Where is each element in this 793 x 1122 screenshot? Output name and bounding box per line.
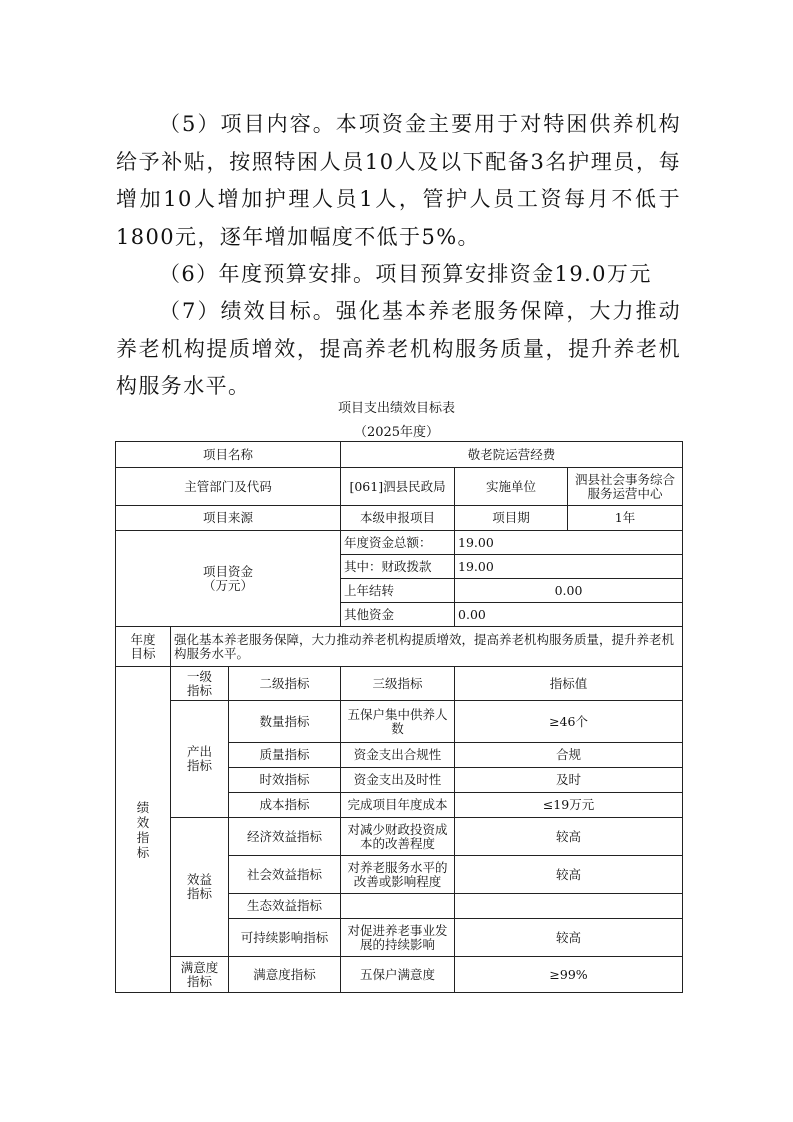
level2-cell: 社会效益指标	[229, 856, 341, 894]
table-row	[116, 468, 683, 506]
table-row	[116, 701, 683, 743]
source-label: 项目来源	[116, 506, 341, 531]
level1-benefit: 效益指标	[171, 818, 229, 957]
fund-label: 年度资金总额：	[341, 531, 455, 555]
table-row	[116, 531, 683, 555]
table-year: （2025年度）	[353, 425, 440, 440]
impl-value: 泗县社会事务综合服务运营中心	[568, 468, 683, 506]
header-level1: 一级指标	[171, 667, 229, 701]
table-row	[116, 506, 683, 531]
fund-value: 0.00	[455, 579, 683, 603]
fund-label: 上年结转	[341, 579, 455, 603]
header-level2: 二级指标	[229, 667, 341, 701]
indicators-label: 绩效指标	[116, 667, 171, 993]
level2-cell: 可持续影响指标	[229, 919, 341, 957]
level3-cell: 资金支出合规性	[341, 743, 455, 768]
level2-cell: 生态效益指标	[229, 894, 341, 919]
level3-cell: 完成项目年度成本	[341, 793, 455, 818]
table-row	[116, 957, 683, 993]
paragraph-budget: （6）年度预算安排。项目预算安排资金19.0万元	[159, 262, 652, 286]
source-value: 本级申报项目	[341, 506, 455, 531]
level3-cell	[341, 894, 455, 919]
table-title: 项目支出绩效目标表	[337, 401, 455, 416]
value-cell: ≤19万元	[455, 793, 683, 818]
table-row	[116, 442, 683, 468]
level3-cell: 五保户集中供养人数	[341, 701, 455, 743]
project-name-value: 敬老院运营经费	[341, 442, 683, 468]
performance-table	[115, 441, 683, 993]
value-cell: ≥99%	[455, 957, 683, 993]
level1-satisfaction: 满意度指标	[171, 957, 229, 993]
value-cell: 合规	[455, 743, 683, 768]
level2-cell: 成本指标	[229, 793, 341, 818]
project-name-label: 项目名称	[116, 442, 341, 468]
dept-label: 主管部门及代码	[116, 468, 341, 506]
annual-goal-value: 强化基本养老服务保障，大力推动养老机构提质增效，提高养老机构服务质量，提升养老机构服务水平。	[171, 627, 683, 667]
fund-label: 其中：财政拨款	[341, 555, 455, 579]
level3-cell: 资金支出及时性	[341, 768, 455, 793]
paragraph-goal: （7）绩效目标。强化基本养老服务保障，大力推动养老机构提质增效，提高养老机构服务质量，提升养老机构服务水平。	[116, 299, 681, 398]
level1-output: 产出指标	[171, 701, 229, 818]
level2-cell: 数量指标	[229, 701, 341, 743]
level3-cell: 对减少财政投资成本的改善程度	[341, 818, 455, 856]
header-value: 指标值	[455, 667, 683, 701]
value-cell: 较高	[455, 818, 683, 856]
level2-cell: 时效指标	[229, 768, 341, 793]
table-row	[116, 627, 683, 667]
header-level3: 三级指标	[341, 667, 455, 701]
fund-value: 19.00	[455, 555, 683, 579]
value-cell	[455, 894, 683, 919]
fund-value: 19.00	[455, 531, 683, 555]
level3-cell: 对促进养老事业发展的持续影响	[341, 919, 455, 957]
paragraph-project-content: （5）项目内容。本项资金主要用于对特困供养机构给予补贴，按照特困人员10人及以下配备3名护理员，每增加10人增加护理人员1人，管护人员工资每月不低于1800元，逐年增加幅度不低于5%。	[116, 112, 681, 249]
dept-value: [061]泗县民政局	[341, 468, 455, 506]
impl-label: 实施单位	[455, 468, 568, 506]
fund-label: 其他资金	[341, 603, 455, 627]
level2-cell: 满意度指标	[229, 957, 341, 993]
table-row	[116, 667, 683, 701]
fund-value: 0.00	[455, 603, 683, 627]
value-cell: 较高	[455, 919, 683, 957]
level3-cell: 五保户满意度	[341, 957, 455, 993]
level2-cell: 质量指标	[229, 743, 341, 768]
table-row	[116, 818, 683, 856]
value-cell: 较高	[455, 856, 683, 894]
funds-label: 项目资金（万元）	[116, 531, 341, 627]
period-label: 项目期	[455, 506, 568, 531]
level2-cell: 经济效益指标	[229, 818, 341, 856]
value-cell: ≥46个	[455, 701, 683, 743]
annual-goal-label: 年度目标	[116, 627, 171, 667]
level3-cell: 对养老服务水平的改善或影响程度	[341, 856, 455, 894]
period-value: 1年	[568, 506, 683, 531]
value-cell: 及时	[455, 768, 683, 793]
